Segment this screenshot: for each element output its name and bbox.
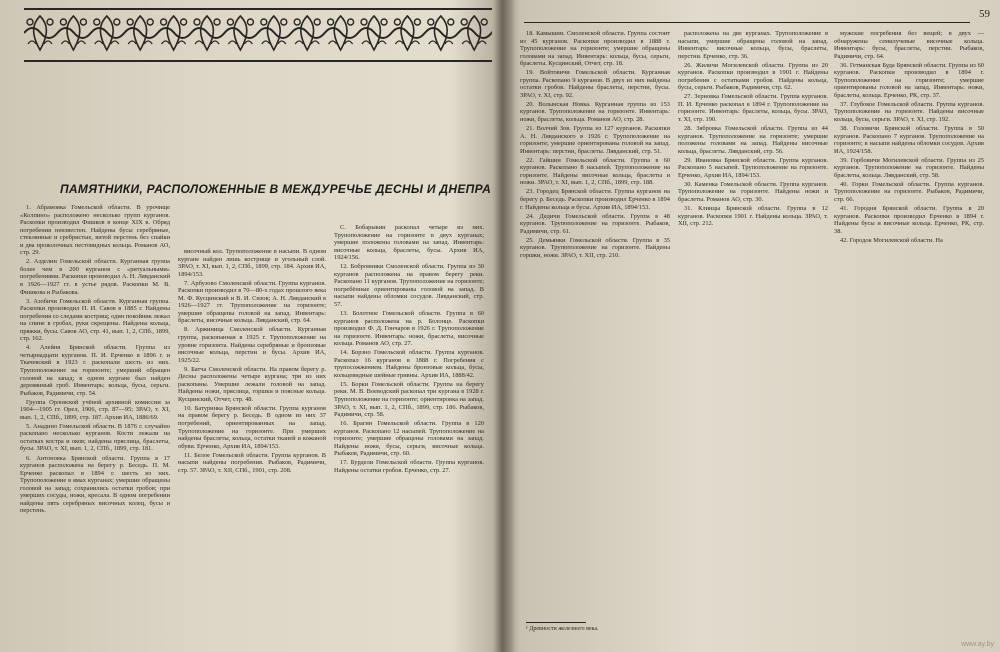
entry-paragraph: 19. Войтовичи Гомельской области. Курганная группа. Раскопано 9 курганов. В двух из них найдены остатки гробов. Найдены браслеты, перстни, бусы. ЗРАО, т. XI, стр. 92. [520,69,670,99]
right-column-3 [834,30,984,640]
entry-paragraph: С. Бобарыкин раскопал четыре из них. Трупоположение на горизонте в двух курганах; умершие положены головами на запад. Инвентарь: височные кольца, браслеты, бусы. Архив ИА, 1924/156. [334,224,484,262]
entry-paragraph: 10. Батуринка Брянской области. Группа курганов на правом берегу р. Беседь. В одном из них 37 погребений, ориентированных на запад. Трупоположение на горизонте. При умерших найдены браслеты, кольца, остатки тканей и кожаной обуви. Ерченко, Архив ИА, 1894/153. [178,404,326,450]
header-rule [524,22,970,23]
left-column-2 [178,248,326,644]
footnote: ¹ Древности железного века. [526,626,599,632]
entry-paragraph: 40. Горки Гомельской области. Группа курганов. Трупоположение на горизонте. Рыбаков, Радимичи, стр. 66. [834,180,984,203]
entry-paragraph: 28. Зябровка Гомельской области. Группа из 44 курганов. Трупоположение на горизонте; умершие положены головами на запад. Найдены височные кольца, браслеты. Лявданский, стр. 56. [678,125,828,155]
entry-paragraph: 2. Азделин Гомельской области. Курганная группа более чем в 200 курганов с «ритуальными» погребениями. Раскопки производил А. Н. Лявданский в 1926—1927 гг. в устье рядов. Раскопки М. В. Фишкова и Рыбакова. [20,258,170,296]
section-heading: ПАМЯТНИКИ, РАСПОЛОЖЕННЫЕ В МЕЖДУРЕЧЬЕ ДЕСНЫ И ДНЕПРА [60,182,492,196]
entry-paragraph: 29. Ивановка Брянской области. Группа курганов. Раскопано 5 насыпей. Трупоположение на горизонте. Ерченко, Архив ИА, 1894/153. [678,156,828,179]
entry-paragraph: 30. Каменка Гомельской области. Группа курганов. Трупоположение на горизонте. Найдены ножи и браслеты. Романов АО, стр. 30. [678,180,828,203]
left-column-3 [334,224,484,644]
entry-paragraph: 13. Болотное Гомельской области. Группа в 60 курганов расположена на р. Болонце. Раскопки производил Ф. Д. Гончаров в 1926 г. Трупоположение на горизонте. Инвентарь: ножи, браслеты, височные кольца. Романов АО, стр. 27. [334,310,484,348]
watermark: www.ay.by [961,641,994,648]
entry-paragraph: мужские погребения без вещей; в двух — обнаружены семилучевые височные кольца. Инвентарь: бусы, браслеты, перстни. Рыбаков, Радимичи, стр. 64. [834,30,984,60]
entry-paragraph: 4. Алейня Брянской области. Группа из четырнадцати курганов. П. И. Ерченко в 1896 г. и Ткачевский в 1923 г. раскопали шесть из них. Трупоположение на горизонте; умерший обращен головой на запад; в одном кургане был найден деревянный гроб. Инвентарь: кольца, бусы, серьги. Рыбаков, Радимичи, стр. 54. [20,344,170,397]
entry-paragraph: 15. Борки Гомельской области. Группа на берегу реки. М. В. Воеводский раскопал три кургана в 1928 г. Трупоположение на горизонте; ориентировка на запад. ЗРАО, т. XI, вып. 1, 2, СПб., 1899, стр. 186. Рыбаков, Радимичи, стр. 58. [334,380,484,419]
entry-paragraph: 9. Батча Смоленской области. На правом берегу р. Десны расположены четыре кургана; три из них раскопаны. Умершие лежали головой на запад. Найдены ножи, пряслица, горшки и поясные кольца. Кусцинский, Отчет, стр. 48. [178,365,326,403]
entry-paragraph: 31. Клинцы Брянской области. Группа в 12 курганов. Раскопки 1901 г. Найдены кольца. ЗРАО, т. XII, стр. 212. [678,205,828,228]
entry-paragraph: 38. Головичи Брянской области. Группа в 50 курганов. Раскопано 7 курганов. Трупоположение на горизонте; в насыпи найдены обломки сосудов. Архив ИА, 1924/158. [834,125,984,155]
entry-paragraph: 39. Горбовичи Могилевской области. Группа из 25 курганов. Трупоположение на горизонте. Найдены браслеты, кольца. Лявданский, стр. 58. [834,156,984,179]
entry-paragraph: 6. Антоновка Брянской области. Группа в 17 курганов расположена на берегу р. Беседь. П. М. Ерченко раскопал в 1894 г. шесть из них. Трупоположение в ямах курганах; умершие обращены головой на запад; сохранились остатки гробов; при умерших сосуды, ножи, кресала. В одном погребении найдены пять серебряных височных колец, бусы и перстень. [20,454,170,515]
entry-paragraph: 7. Арбузово Смоленской области. Группа курганов. Раскопки производил в 70—80-х годах прошлого века М. Ф. Кусцинский и В. И. Сизов; А. Н. Лявданский в 1926—1927 гг. Трупоположение на горизонте; умершие обращены головой на запад. Инвентарь: браслеты, височные кольца. Лявданский, стр. 64. [178,279,326,325]
entry-paragraph: 18. Камышин. Смоленской области. Группа состоит из 45 курганов. Раскопки производил в 1888 г. Трупоположение на горизонте; умершие обращены головами на запад. Инвентарь: кольца, бусы, серьги, браслеты. Кусцинский, Отчет, стр. 18. [520,30,670,68]
right-column-2 [678,30,828,640]
entry-paragraph: 12. Бобровники Смоленской области. Группа из 30 курганов расположена на правом берегу реки. Раскопано 11 курганов. Трупоположение на горизонте; погребённые ориентированы головой на запад. В насыпи найдены обломки сосудов. Лявданский, стр. 57. [334,263,484,308]
left-column-1 [20,204,170,644]
right-column-1 [520,30,670,610]
entry-paragraph: 1. Абрамовка Гомельской области. В урочище «Колпино» расположено несколько групп курганов. Раскопки производил Фишков в конце XIX в. Обряд погребения неизвестен. Найдены бусы серебряные, стеклянные и сребристые, витой перстень без спайки и два проволочных пестовидных кольца. Романов АО, стр. 29. [20,204,170,257]
entry-paragraph: 14. Борзно Гомельской области. Группа курганов. Раскопал 16 курганов в 1888 г. Погребения с трупосожжением. Найдены бронзовые кольца, бусы, кольцевидные шейные гривны. Архив ИА, 1888/42. [334,349,484,379]
entry-paragraph: 20. Волынская Новка. Курганная группа из 153 курганов. Трупоположение на горизонте. Инвентарь: ножи, браслеты, кольца. Романов АО, стр. 28. [520,100,670,124]
entry-paragraph: 27. Зерновка Гомельской области. Группа курганов. П. И. Ерченко раскопал в 1894 г. Трупоположение на горизонте. Инвентарь: браслеты, кольца, бусы. ЗРАО, т. XI, стр. 190. [678,93,828,124]
entry-paragraph: 21. Волчий Зов. Группа из 127 курганов. Раскопки А. Н. Лявданского в 1926 г. Трупоположение на горизонте; умершие ориентированы головой на запад. Инвентарь: перстни, браслеты. Лявданский, стр. 51. [520,125,670,155]
entry-paragraph: 36. Гетманская Буда Брянской области. Группа из 60 курганов. Раскопки производил в 1894 г. Трупоположение на горизонте; умершие ориентированы головой на запад. Инвентарь: ножи, браслеты, кольца. Ерченко, РК, стр. 37. [834,61,984,99]
footnote-rule [526,622,586,623]
entry-paragraph: 16. Брагин Гомельской области. Группа в 120 курганов. Раскопано 12 насыпей. Трупоположение на горизонте; умершие обращены головами на запад. Найдены ножи, бусы, серьги, височные кольца. Рыбаков, Радимичи, стр. 60. [334,420,484,458]
page-number: 59 [979,8,990,20]
entry-paragraph: Группа Орловской учёной архивной комиссии за 1904—1905 гг. Орел, 1906, стр. 87—95; ЗРАО, т. XI, вып. 1, 2, СПб., 1899, стр. 187. Архив ИА, 1886/69. [20,398,170,421]
right-page [506,0,1000,652]
entry-paragraph: 23. Городец Брянской области. Группа курганов на берегу р. Беседь. Раскопки производил Ерченко в 1894 г. Найдены кольца и бусы. Архив ИА, 1894/153. [520,188,670,211]
entry-paragraph: 22. Гайшин Гомельской области. Группа в 60 курганов. Раскопано 8 насыпей. Трупоположение на горизонте. Найдены височные кольца, браслеты и ножи. ЗРАО, т. XI, вып. 1, 2, СПб., 1899, стр. 188. [520,156,670,187]
entry-paragraph: 24. Дедичи Гомельской области. Группа в 48 курганов. Трупоположение на горизонте. Рыбаков, Радимичи, стр. 61. [520,212,670,235]
entry-paragraph: 17. Бурдели Гомельской области. Группа курганов. Найдены остатки гробов. Ерченко, стр. 27. [334,459,484,474]
entry-paragraph: 3. Азобичи Гомельской области. Курганная группа. Раскопки производил П. И. Савов в 1885 г. Найдены погребения со следами кострищ; один покойник лежал на спине в гробах, руки скрещены. Найдены кольца, пряжки, бусы. Савов АО, стр. 41, вып. 1, 2, СПб., 1899, стр. 162. [20,297,170,343]
entry-paragraph: 11. Белое Гомельской области. Группа курганов. В насыпи найдены погребения. Рыбаков, Радимичи, стр. 57. ЗРАО, т. XII, СПб., 1901, стр. 208. [178,451,326,474]
entry-paragraph: 25. Демьянки Гомельской области. Группа в 35 курганов. Трупоположение на горизонте. Найдены горшки, ножи. ЗРАО, т. XII, стр. 210. [520,236,670,259]
entry-paragraph: 26. Жиличи Могилевской области. Группа из 20 курганов. Раскопки производил в 1901 г. Найдены погребения с остатками гробов. Найдены кольца, бусы, серьги. Рыбаков, Радимичи, стр. 62. [678,61,828,92]
ornament-pattern-icon [24,10,492,56]
entry-paragraph: 42. Городок Могилевской области. На [840,236,943,244]
entry-paragraph: 5. Анадино Гомельской области. В 1876 г. случайно раскопано несколько курганов. Кости лежали на остатках костра и оков; найдены пряслица, браслеты, бусы. ЗРАО, т. XI, вып. 1, 2, СПб., 1899, стр. 181. [20,422,170,453]
entry-paragraph: расположена на две курганах. Трупоположение в насыпи, умершие обращены головой на запад. Инвентарь: височные кольца, бусы, браслеты, перстни. Ерченко, стр. 36. [678,30,828,60]
entry-paragraph: височный кол. Трупоположение в насыпи. В одном кургане найден лишь кострище и угольный слой. ЗРАО, т. XI, вып. 1, 2, СПб., 1899, стр. 184. Архив ИА, 1894/153. [178,248,326,278]
decorative-ornament-band [24,8,492,62]
entry-paragraph: 41. Городня Брянской области. Группа в 20 курганов. Раскопки производил Ерченко в 1894 г. Найдены бусы и височные кольца. Ерченко, РК, стр. 38. [834,205,984,235]
entry-paragraph: 8. Аржиница Смоленской области. Курганная группа, раскопанная в 1925 г. Трупоположение на уровне горизонта. Найдены серебряные и бронзовые височные кольца, перстни и бусы. Архив ИА, 1925/22. [178,326,326,364]
entry-paragraph: 37. Глубокое Гомельской области. Группа курганов. Трупоположение на горизонте. Найдены височные кольца, бусы, серьги. ЗРАО, т. XI, стр. 192. [834,100,984,124]
